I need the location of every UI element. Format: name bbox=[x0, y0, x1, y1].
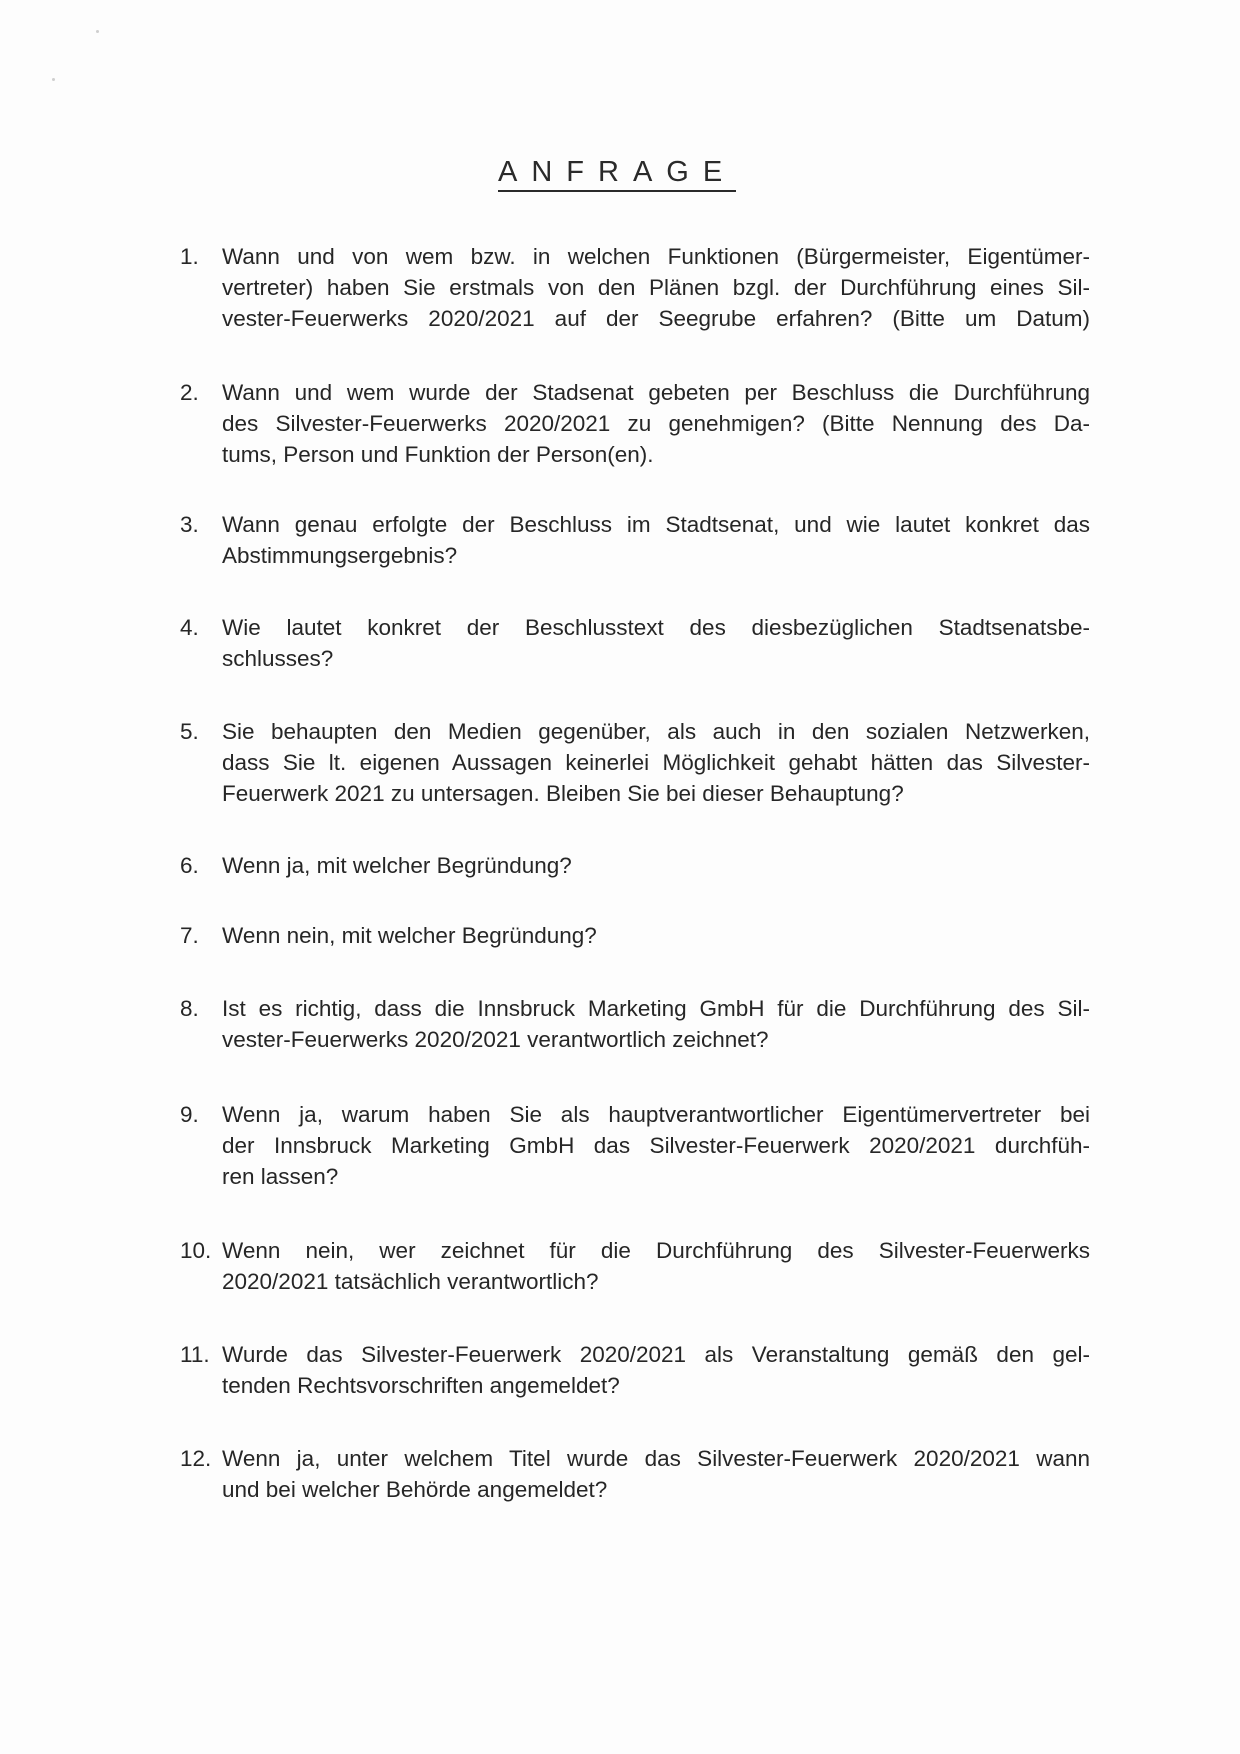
question-number: 5. bbox=[180, 719, 199, 744]
question-item bbox=[180, 377, 1090, 470]
question-number: 11. bbox=[180, 1342, 210, 1367]
page-title: ANFRAGE bbox=[498, 156, 748, 189]
question-number: 6. bbox=[180, 853, 199, 878]
question-item bbox=[180, 1443, 1090, 1505]
question-text: Wann und von wem bzw. in welchen Funktionen (Bürgermeister, Eigentümer- vertreter) haben Sie erstmals von den Plänen bzgl. der Durchführung eines Sil- vester-Feuerwerks 2020/2021 auf der Seegrube erfahren? (Bitte um Datum) bbox=[222, 244, 1090, 331]
question-text: Wann genau erfolgte der Beschluss im Stadtsenat, und wie lautet konkret das Abstimmungsergebnis? bbox=[222, 512, 1090, 568]
question-text: Wenn nein, mit welcher Begründung? bbox=[222, 923, 597, 948]
question-item bbox=[180, 920, 1090, 951]
question-text: Wie lautet konkret der Beschlusstext des diesbezüglichen Stadtsenatsbe- schlusses? bbox=[222, 615, 1090, 671]
question-item bbox=[180, 993, 1090, 1055]
question-number: 12. bbox=[180, 1446, 212, 1471]
question-number: 9. bbox=[180, 1102, 199, 1127]
question-item bbox=[180, 612, 1090, 674]
scan-speck bbox=[52, 78, 55, 81]
question-text: Wenn nein, wer zeichnet für die Durchführung des Silvester-Feuerwerks 2020/2021 tatsächlich verantwortlich? bbox=[222, 1238, 1090, 1294]
question-text: Wenn ja, warum haben Sie als hauptverantwortlicher Eigentümervertreter bei der Innsbruck Marketing GmbH das Silvester-Feuerwerk 2020/2021 durchfüh- ren lassen? bbox=[222, 1102, 1090, 1189]
question-text: Sie behaupten den Medien gegenüber, als auch in den sozialen Netzwerken, dass Sie lt. eigenen Aussagen keinerlei Möglichkeit gehabt hätten das Silvester- Feuerwerk 2021 zu untersagen. Bleiben Sie bei dieser Behauptung? bbox=[222, 719, 1090, 806]
question-number: 10. bbox=[180, 1238, 212, 1263]
question-text: Wann und wem wurde der Stadsenat gebeten per Beschluss die Durchführung des Silvester-Feuerwerks 2020/2021 zu genehmigen? (Bitte Nennung des Da- tums, Person und Funktion der Person(en). bbox=[222, 380, 1090, 467]
scan-speck bbox=[96, 30, 99, 33]
question-item bbox=[180, 509, 1090, 571]
question-number: 7. bbox=[180, 923, 199, 948]
question-item bbox=[180, 716, 1090, 809]
question-number: 4. bbox=[180, 615, 199, 640]
question-number: 3. bbox=[180, 512, 199, 537]
question-text: Wurde das Silvester-Feuerwerk 2020/2021 als Veranstaltung gemäß den gel- tenden Rechtsvorschriften angemeldet? bbox=[222, 1342, 1090, 1398]
question-item bbox=[180, 850, 1090, 881]
question-text: Wenn ja, unter welchem Titel wurde das Silvester-Feuerwerk 2020/2021 wann und bei welcher Behörde angemeldet? bbox=[222, 1446, 1090, 1502]
question-item bbox=[180, 241, 1090, 334]
question-item bbox=[180, 1339, 1090, 1401]
question-text: Ist es richtig, dass die Innsbruck Marketing GmbH für die Durchführung des Sil- vester-Feuerwerks 2020/2021 verantwortlich zeichnet? bbox=[222, 996, 1090, 1052]
question-number: 8. bbox=[180, 996, 199, 1021]
question-text: Wenn ja, mit welcher Begründung? bbox=[222, 853, 572, 878]
question-item bbox=[180, 1235, 1090, 1297]
question-item bbox=[180, 1099, 1090, 1192]
question-number: 1. bbox=[180, 244, 199, 269]
question-number: 2. bbox=[180, 380, 199, 405]
